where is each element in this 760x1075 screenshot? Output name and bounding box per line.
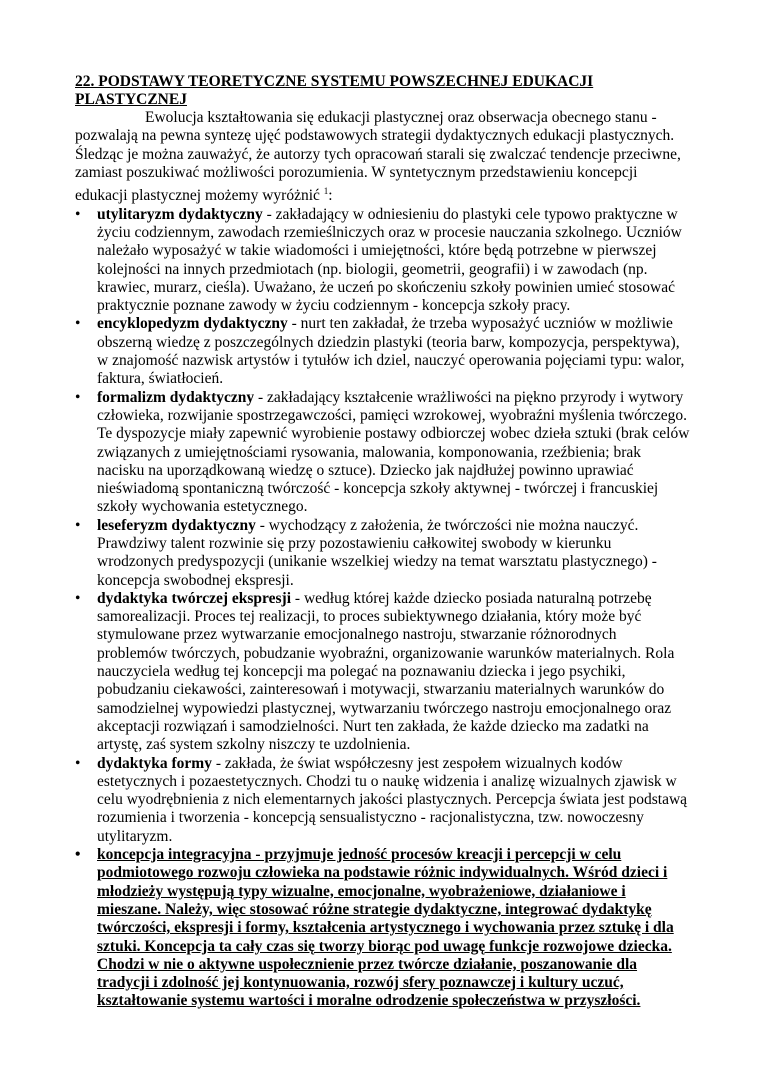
item-text: - zakładający kształcenie wrażliwości na piękno przyrody i wytwory człowieka, rozwijanie spostrzegawczości, pamięci wzrokowej, wyobraźni myślenia twórczego. Te dyspozycje miały zapewnić wyrobienie postawy odbiorczej wobec dzieła sztuki (brak celów związanych z umiejętnościami rysowania, malowania, komponowania, rzeźbienia; brak nacisku na uporządkowaną wiedzę o sztuce). Dziecko jak najdłużej powinno uprawiać nieświadomą spontaniczną twórczość - koncepcja szkoły aktywnej - twórczej i francuskiej szkoły wychowania estetycznego. <box>97 388 690 516</box>
list-item <box>75 315 690 388</box>
document-page <box>75 73 690 1011</box>
item-term: dydaktyka twórczej ekspresji <box>97 589 292 607</box>
item-term: formalizm dydaktyczny <box>97 388 255 406</box>
list-item <box>75 389 690 517</box>
concepts-list <box>75 206 690 1011</box>
intro-paragraph <box>75 109 690 206</box>
item-text: - wychodzący z założenia, że twórczości nie można nauczyć. Prawdziwy talent rozwinie się przy pozostawieniu całkowitej swobody w kierunku wrodzonych predyspozycji (unikanie wszelkiej wiedzy na temat warsztatu plastycznego) - koncepcja swobodnej ekspresji. <box>97 516 657 589</box>
item-term: encyklopedyzm dydaktyczny <box>97 315 288 333</box>
item-term: utylitaryzm dydaktyczny <box>97 205 263 223</box>
item-text: - zakłada, że świat współczesny jest zespołem wizualnych kodów estetycznych i pozaestetycznych. Chodzi tu o naukę widzenia i analizę wizualnych zjawisk w celu wyodrębnienia z nich elementarnych jakości plastycznych. Percepcja świata jest podstawą rozumienia i tworzenia - koncepcją sensualistyczno - racjonalistyczna, tzw. nowoczesny utylitaryzm. <box>97 754 688 845</box>
bullet-icon: • <box>75 516 81 534</box>
footnote-marker: 1 <box>323 186 329 197</box>
item-text: - zakładający w odniesieniu do plastyki cele typowo praktyczne w życiu codziennym, zawodach rzemieślniczych oraz w procesie nauczania szkolnego. Uczniów należało wyposażyć w takie wiadomości i umiejętności, które będą potrzebne w pierwszej kolejności na innych przedmiotach (np. biologii, geometrii, geografii) i w zawodach (np. krawiec, murarz, cieśla). Uważano, że uczeń po skończeniu szkoły powinien umieć stosować praktycznie poznane zawody w życiu codziennym - koncepcja szkoły pracy. <box>97 205 682 315</box>
list-item <box>75 517 690 590</box>
intro-colon: : <box>328 187 333 205</box>
item-text: - nurt ten zakładał, że trzeba wyposażyć uczniów w możliwie obszerną wiedzę z poszczególnych dziedzin plastyki (teoria barw, kompozycja, perspektywa), w znajomość nazwisk artystów i tytułów ich dziel, nauczyć operowania pojęciami typu: walor, faktura, światłocień. <box>97 315 685 388</box>
list-item <box>75 755 690 846</box>
bullet-icon: • <box>75 754 81 772</box>
item-text: - według której każde dziecko posiada naturalną potrzebę samorealizacji. Proces tej realizacji, to proces subiektywnego działania, który może być stymulowane przez wytwarzanie emocjonalnego nastroju, stwarzanie różnorodnych problemów twórczych, pobudzanie wyobraźni, organizowanie warunków materialnych. Rola nauczyciela według tej koncepcji ma polegać na poznawaniu dziecka i jego psychiki, pobudzaniu ciekawości, zainteresowań i motywacji, stwarzaniu materialnych warunków do samodzielnej wypowiedzi plastycznej, wytwarzaniu twórczego nastroju emocjonalnego oraz akceptacji rozwiązań i samodzielności. Nurt ten zakłada, że każde dziecko ma zadatki na artystę, zaś system szkolny niszczy te uzdolnienia. <box>97 589 675 754</box>
item-term: leseferyzm dydaktyczny <box>97 516 256 534</box>
list-item <box>75 206 690 316</box>
bullet-icon: • <box>75 846 81 864</box>
item-term: dydaktyka formy <box>97 754 212 772</box>
bullet-icon: • <box>75 315 81 333</box>
bullet-icon: • <box>75 589 81 607</box>
bullet-icon: • <box>75 205 81 223</box>
document-heading: 22. PODSTAWY TEORETYCZNE SYSTEMU POWSZECHNEJ EDUKACJI PLASTYCZNEJ <box>75 73 594 108</box>
item-text: koncepcja integracyjna - przyjmuje jedność procesów kreacji i percepcji w celu podmiotowego rozwoju człowieka na podstawie różnic indywidualnych. Wśród dzieci i młodzieży występują typy wizualne, emocjonalne, wyobrażeniowe, działaniowe i mieszane. Należy, więc stosować różne strategie dydaktyczne, integrować dydaktykę twórczości, ekspresji i formy, kształcenia artystycznego i wychowania przez sztukę i dla sztuki. Koncepcja ta cały czas się tworzy biorąc pod uwagę funkcje rozwojowe dziecka. Chodzi w nie o aktywne uspołecznienie przez twórcze działanie, poszanowanie dla tradycji i zdolność jej kontynuowania, rozwój sfery poznawczej i kultury uczuć, kształtowanie systemu wartości i moralne odrodzenie społeczeństwa w przyszłości. <box>97 846 674 1010</box>
bullet-icon: • <box>75 388 81 406</box>
list-item <box>75 590 690 755</box>
intro-text: Ewolucja kształtowania się edukacji plastycznej oraz obserwacja obecnego stanu - pozwalają na pewna syntezę ujęć podstawowych strategii dydaktycznych edukacji plastycznych. Śledząc je można zauważyć, że autorzy tych opracowań starali się zwalczać tendencje przeciwne, zamiast poszukiwać możliwości porozumienia. W syntetycznym przedstawieniu koncepcji edukacji plastycznej możemy wyróżnić <box>75 109 681 205</box>
list-item-integrative <box>75 846 690 1011</box>
